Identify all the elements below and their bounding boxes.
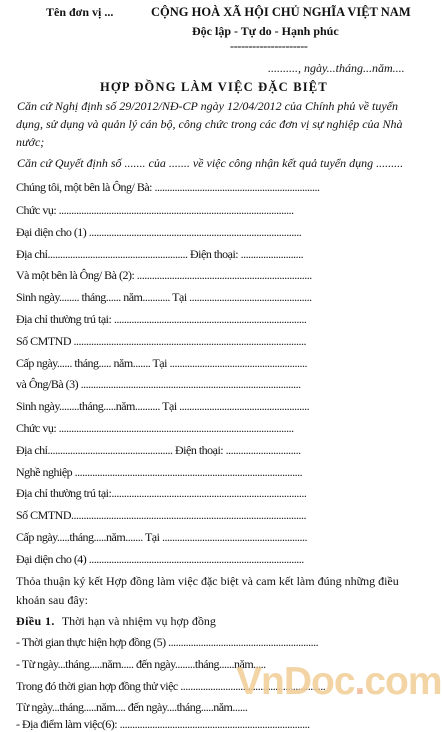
article-1-heading — [16, 614, 216, 629]
field-party-c-birth: Sinh ngày........tháng.....năm.......... Tại .................................................... — [16, 399, 310, 413]
unit-name: Tên đơn vị ... — [46, 5, 114, 19]
vndoc-watermark — [236, 660, 442, 704]
article-1-text: Thời hạn và nhiệm vụ hợp đồng — [61, 614, 216, 628]
field-party-c-position: Chức vụ: .............................................................................................. — [16, 421, 294, 435]
field-party-c-name: và Ông/Bà (3) ........................................................................................ — [16, 377, 301, 391]
agreement-line-1: Thỏa thuận ký kết Hợp đồng làm việc đặc biệt và cam kết làm đúng những điều — [16, 574, 399, 588]
basis-decree-line-1: Căn cứ Nghị định số 29/2012/NĐ-CP ngày 12/04/2012 của Chính phủ về tuyển — [17, 99, 398, 113]
term-probation: Trong đó thời gian hợp đồng thử việc .......................................................... — [16, 679, 326, 693]
field-party-b-birth: Sinh ngày........ tháng...... năm........... Tại ................................................. — [16, 290, 312, 304]
document-title: HỢP ĐỒNG LÀM VIỆC ĐẶC BIỆT — [100, 80, 328, 94]
article-1-label: Điều 1. — [16, 614, 55, 628]
motto-rule: --------------------- — [230, 39, 308, 53]
field-party-c-occupation: Nghề nghiệp ........................................................................................... — [16, 465, 303, 479]
date-line: .........., ngày...tháng...năm.... — [268, 61, 405, 75]
field-party-a-address: Địa chỉ........................................................ Điện thoại: ......................... — [16, 247, 304, 261]
field-party-c-issued: Cấp ngày.....tháng.....năm....... Tại .......................................................... — [16, 530, 307, 544]
term-duration: - Thời gian thực hiện hợp đồng (5) ............................................................ — [16, 635, 319, 649]
field-party-b-id: Số CMTND ............................................................................................. — [16, 334, 307, 348]
field-party-c-represent: Đại diện cho (4) ...................................................................................... — [16, 552, 304, 566]
country-name: CỘNG HOÀ XÃ HỘI CHỦ NGHĨA VIỆT NAM — [151, 5, 411, 19]
term-period: - Từ ngày...tháng.....năm..... đến ngày........tháng......năm..... — [16, 657, 266, 671]
field-party-a-name: Chúng tôi, một bên là Ông/ Bà: .................................................................. — [16, 180, 320, 194]
basis-decree-line-2: dụng, sử dụng và quản lý cán bộ, công chức trong các đơn vị sự nghiệp của Nhà — [16, 117, 403, 131]
field-party-c-id: Số CMTND.............................................................................................. — [16, 508, 307, 522]
agreement-line-2: khoản sau đây: — [16, 593, 88, 607]
field-party-b-name: Và một bên là Ông/ Bà (2): ...................................................................... — [16, 268, 312, 282]
basis-decree-line-3: nước; — [16, 135, 45, 149]
field-party-b-issued: Cấp ngày...... tháng..... năm....... Tại ....................................................... — [16, 356, 307, 370]
basis-decision: Căn cứ Quyết định số ....... của ....... về việc công nhận kết quả tuyển dụng ......... — [17, 156, 404, 170]
field-party-a-position: Chức vụ: .............................................................................................. — [16, 203, 294, 217]
term-workplace: - Địa điểm làm việc(6): ............................................................................ — [16, 717, 310, 731]
watermark-brand: VnDoc — [236, 660, 355, 703]
watermark-dot: . — [354, 660, 365, 703]
field-party-c-address: Địa chỉ.................................................. Điện thoại: .............................. — [16, 443, 301, 457]
term-probation-period: Từ ngày...tháng.....năm.... đến ngày....tháng.....năm...... — [16, 700, 248, 714]
watermark-tld: com — [364, 660, 442, 703]
field-party-c-residence: Địa chỉ thường trú tại:.............................................................................. — [16, 486, 307, 500]
national-motto: Độc lập - Tự do - Hạnh phúc — [192, 24, 339, 38]
field-party-b-residence: Địa chỉ thường trú tại: ............................................................................. — [16, 312, 307, 326]
field-party-a-represent: Đại diện cho (1) ..................................................................................... — [16, 225, 302, 239]
